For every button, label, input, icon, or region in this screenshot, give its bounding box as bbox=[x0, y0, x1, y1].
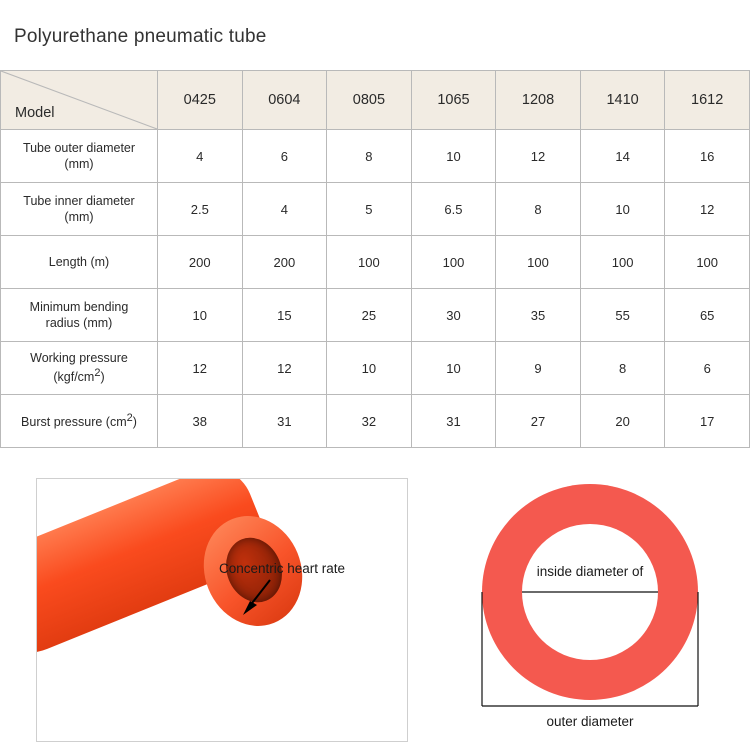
outer-diameter-label: outer diameter bbox=[546, 714, 634, 729]
cell-4-5: 8 bbox=[580, 342, 665, 395]
specification-table bbox=[0, 70, 750, 448]
row-label-line2: (mm) bbox=[64, 157, 94, 171]
row-label-cell bbox=[1, 236, 158, 289]
table-header bbox=[1, 71, 750, 130]
cell-5-1: 31 bbox=[242, 395, 327, 448]
cell-3-3: 30 bbox=[411, 289, 496, 342]
table-row bbox=[1, 183, 750, 236]
model-header-6: 1612 bbox=[665, 71, 750, 130]
row-label-cell bbox=[1, 183, 158, 236]
cell-3-2: 25 bbox=[327, 289, 412, 342]
cell-0-5: 14 bbox=[580, 130, 665, 183]
cell-1-6: 12 bbox=[665, 183, 750, 236]
model-header-4: 1208 bbox=[496, 71, 581, 130]
cell-5-6: 17 bbox=[665, 395, 750, 448]
cell-2-5: 100 bbox=[580, 236, 665, 289]
superscript-2: 2 bbox=[94, 367, 101, 380]
model-header-0: 0425 bbox=[158, 71, 243, 130]
row-label-line2: (mm) bbox=[64, 210, 94, 224]
cell-2-0: 200 bbox=[158, 236, 243, 289]
ring-diagram-figure bbox=[460, 478, 720, 740]
row-label-line1: Burst pressure (cm2) bbox=[21, 412, 137, 430]
row-label-cell bbox=[1, 130, 158, 183]
dimension-lines-icon bbox=[460, 478, 720, 740]
cell-0-3: 10 bbox=[411, 130, 496, 183]
model-header-3: 1065 bbox=[411, 71, 496, 130]
row-label-line1: Working pressure bbox=[30, 351, 128, 366]
model-header-5: 1410 bbox=[580, 71, 665, 130]
cell-3-1: 15 bbox=[242, 289, 327, 342]
cell-5-2: 32 bbox=[327, 395, 412, 448]
cell-0-4: 12 bbox=[496, 130, 581, 183]
cell-2-6: 100 bbox=[665, 236, 750, 289]
inside-diameter-label: inside diameter of bbox=[536, 564, 644, 579]
cell-5-5: 20 bbox=[580, 395, 665, 448]
cell-2-3: 100 bbox=[411, 236, 496, 289]
cell-2-4: 100 bbox=[496, 236, 581, 289]
superscript-2: 2 bbox=[126, 412, 133, 425]
row-label-line1: Tube inner diameter bbox=[23, 193, 135, 208]
callout-arrow-icon bbox=[37, 479, 407, 741]
figures-section bbox=[0, 470, 750, 750]
table-corner-label: Model bbox=[15, 105, 55, 122]
cell-3-5: 55 bbox=[580, 289, 665, 342]
page-title: Polyurethane pneumatic tube bbox=[14, 26, 267, 47]
table-body bbox=[1, 130, 750, 448]
cell-3-4: 35 bbox=[496, 289, 581, 342]
table-row bbox=[1, 130, 750, 183]
table-row bbox=[1, 395, 750, 448]
model-header-2: 0805 bbox=[327, 71, 412, 130]
cell-4-3: 10 bbox=[411, 342, 496, 395]
cell-1-0: 2.5 bbox=[158, 183, 243, 236]
cell-0-2: 8 bbox=[327, 130, 412, 183]
cell-2-1: 200 bbox=[242, 236, 327, 289]
table-row bbox=[1, 236, 750, 289]
cell-5-4: 27 bbox=[496, 395, 581, 448]
cell-5-0: 38 bbox=[158, 395, 243, 448]
cell-0-1: 6 bbox=[242, 130, 327, 183]
row-label-line1: Minimum bending bbox=[29, 299, 129, 314]
cell-1-3: 6.5 bbox=[411, 183, 496, 236]
row-label-line1: Length (m) bbox=[48, 254, 110, 269]
cell-2-2: 100 bbox=[327, 236, 412, 289]
model-header-1: 0604 bbox=[242, 71, 327, 130]
table-corner-cell bbox=[1, 71, 158, 130]
cell-1-2: 5 bbox=[327, 183, 412, 236]
cell-3-0: 10 bbox=[158, 289, 243, 342]
cell-1-1: 4 bbox=[242, 183, 327, 236]
callout-label: Concentric heart rate bbox=[219, 561, 346, 576]
cell-4-4: 9 bbox=[496, 342, 581, 395]
cell-4-2: 10 bbox=[327, 342, 412, 395]
tube-photo-figure bbox=[36, 478, 408, 742]
table-row bbox=[1, 289, 750, 342]
row-label-line2: radius (mm) bbox=[45, 316, 113, 330]
row-label-cell bbox=[1, 342, 158, 395]
cell-5-3: 31 bbox=[411, 395, 496, 448]
cell-0-0: 4 bbox=[158, 130, 243, 183]
cell-4-6: 6 bbox=[665, 342, 750, 395]
cell-1-5: 10 bbox=[580, 183, 665, 236]
cell-3-6: 65 bbox=[665, 289, 750, 342]
cell-4-1: 12 bbox=[242, 342, 327, 395]
row-label-cell bbox=[1, 395, 158, 448]
row-label-line2: (kgf/cm2) bbox=[53, 367, 105, 385]
row-label-line1: Tube outer diameter bbox=[22, 140, 136, 155]
table-row bbox=[1, 342, 750, 395]
cell-4-0: 12 bbox=[158, 342, 243, 395]
cell-1-4: 8 bbox=[496, 183, 581, 236]
row-label-cell bbox=[1, 289, 158, 342]
table-header-row bbox=[1, 71, 750, 130]
cell-0-6: 16 bbox=[665, 130, 750, 183]
